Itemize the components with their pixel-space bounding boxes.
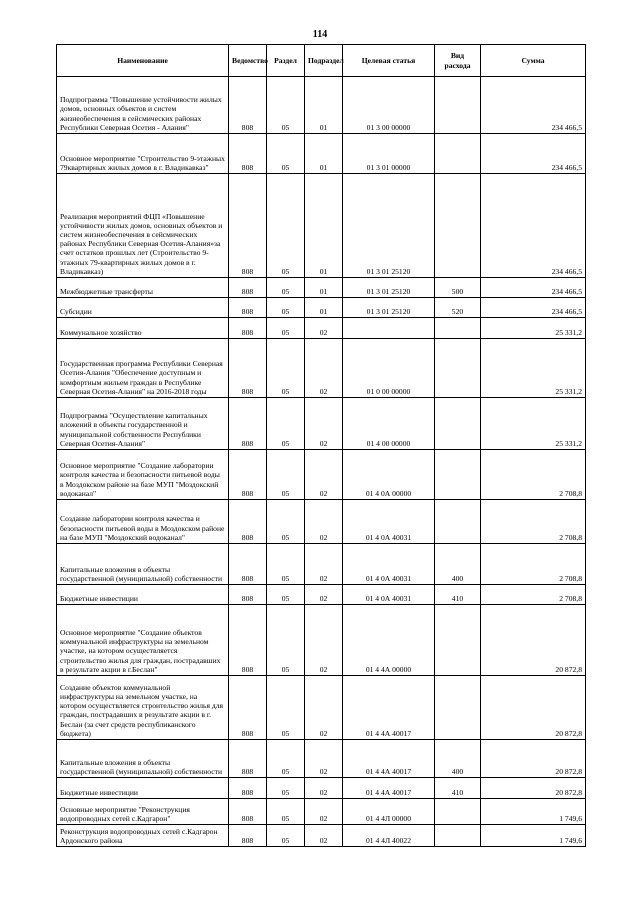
row-name-cell: Капитальные вложения в объекты государственной (муниципальной) собственности <box>57 544 229 585</box>
row-exp-type-cell <box>435 77 481 134</box>
table-row <box>57 278 586 298</box>
col-header-subsection: Подраздел <box>305 45 343 77</box>
row-subsection-cell: 02 <box>305 500 343 544</box>
row-name-cell: Субсидии <box>57 298 229 318</box>
row-section-cell: 05 <box>267 298 305 318</box>
row-subsection-cell: 02 <box>305 740 343 778</box>
row-name-cell: Основные мероприятие "Реконструкция водопроводных сетей с.Кадгарон" <box>57 799 229 825</box>
row-subsection-cell: 01 <box>305 278 343 298</box>
row-exp-type-cell <box>435 500 481 544</box>
row-name-cell: Бюджетные инвестиции <box>57 585 229 605</box>
row-amount-cell: 20 872,8 <box>481 676 586 740</box>
row-dept-cell: 808 <box>229 740 267 778</box>
row-section-cell: 05 <box>267 134 305 174</box>
row-amount-cell: 234 466,5 <box>481 278 586 298</box>
row-subsection-cell: 02 <box>305 450 343 500</box>
row-dept-cell: 808 <box>229 339 267 398</box>
row-subsection-cell: 02 <box>305 799 343 825</box>
row-section-cell: 05 <box>267 500 305 544</box>
row-name-cell: Основное мероприятие "Создание объектов коммунальной инфраструктуры на земельном участке, на котором осуществляется строительство жилья для граждан, пострадавших в результате акции в г.Беслан" <box>57 605 229 676</box>
row-section-cell: 05 <box>267 825 305 847</box>
row-amount-cell: 2 708,8 <box>481 544 586 585</box>
table-row <box>57 544 586 585</box>
row-target-cell: 01 4 0А 00000 <box>343 450 435 500</box>
row-dept-cell: 808 <box>229 174 267 278</box>
row-dept-cell: 808 <box>229 799 267 825</box>
row-target-cell: 01 4 4А 00000 <box>343 605 435 676</box>
row-exp-type-cell <box>435 318 481 339</box>
row-target-cell: 01 4 4А 40017 <box>343 778 435 799</box>
row-section-cell: 05 <box>267 339 305 398</box>
table-row <box>57 605 586 676</box>
row-dept-cell: 808 <box>229 398 267 450</box>
row-name-cell: Бюджетные инвестиции <box>57 778 229 799</box>
row-name-cell: Основное мероприятие "Создание лаборатории контроля качества и безопасности питьевой воды в Моздокском районе на базе МУП "Моздокский водоканал" <box>57 450 229 500</box>
row-section-cell: 05 <box>267 740 305 778</box>
row-amount-cell: 20 872,8 <box>481 605 586 676</box>
table-row <box>57 778 586 799</box>
row-section-cell: 05 <box>267 398 305 450</box>
row-subsection-cell: 02 <box>305 778 343 799</box>
row-exp-type-cell <box>435 398 481 450</box>
row-subsection-cell: 01 <box>305 174 343 278</box>
table-row <box>57 174 586 278</box>
row-name-cell: Капитальные вложения в объекты государственной (муниципальной) собственности <box>57 740 229 778</box>
row-subsection-cell: 02 <box>305 544 343 585</box>
row-subsection-cell: 02 <box>305 585 343 605</box>
table-header-row <box>57 45 586 77</box>
row-dept-cell: 808 <box>229 585 267 605</box>
row-subsection-cell: 02 <box>305 339 343 398</box>
row-exp-type-cell: 520 <box>435 298 481 318</box>
row-subsection-cell: 02 <box>305 318 343 339</box>
row-target-cell: 01 4 4А 40017 <box>343 740 435 778</box>
row-subsection-cell: 02 <box>305 605 343 676</box>
col-header-section: Раздел <box>267 45 305 77</box>
row-target-cell: 01 3 01 25120 <box>343 298 435 318</box>
row-target-cell: 01 4 4Л 40022 <box>343 825 435 847</box>
row-exp-type-cell <box>435 799 481 825</box>
row-amount-cell: 25 331,2 <box>481 398 586 450</box>
row-amount-cell: 25 331,2 <box>481 339 586 398</box>
row-amount-cell: 1 749,6 <box>481 825 586 847</box>
row-exp-type-cell <box>435 605 481 676</box>
row-name-cell: Межбюджетные трансферты <box>57 278 229 298</box>
row-name-cell: Создание лаборатории контроля качества и безопасности питьевой воды в Моздокском районе на базе МУП "Моздокский водоканал" <box>57 500 229 544</box>
table-row <box>57 799 586 825</box>
row-exp-type-cell: 410 <box>435 585 481 605</box>
table-body <box>57 77 586 847</box>
row-subsection-cell: 02 <box>305 398 343 450</box>
table-row <box>57 298 586 318</box>
row-target-cell: 01 3 01 25120 <box>343 278 435 298</box>
table-row <box>57 339 586 398</box>
row-subsection-cell: 01 <box>305 77 343 134</box>
table-row <box>57 676 586 740</box>
row-name-cell: Коммунальное хозяйство <box>57 318 229 339</box>
row-target-cell: 01 3 00 00000 <box>343 77 435 134</box>
row-name-cell: Основное мероприятие "Строительство 9-этажных 79квартирных жилых домов в г. Владикавказ" <box>57 134 229 174</box>
table-row <box>57 77 586 134</box>
row-target-cell: 01 4 4А 40017 <box>343 676 435 740</box>
row-exp-type-cell: 400 <box>435 544 481 585</box>
page-number: 114 <box>312 29 328 40</box>
row-amount-cell: 25 331,2 <box>481 318 586 339</box>
table-row <box>57 134 586 174</box>
row-name-cell: Реконструкция водопроводных сетей с.Кадгарон Ардонского района <box>57 825 229 847</box>
col-header-target: Целевая статья <box>343 45 435 77</box>
row-section-cell: 05 <box>267 77 305 134</box>
row-target-cell: 01 3 01 00000 <box>343 134 435 174</box>
row-amount-cell: 234 466,5 <box>481 298 586 318</box>
row-name-cell: Подпрограмма "Осуществление капитальных вложений в объекты государственной и муниципальной собственности Республики Северная Осетия-Алания" <box>57 398 229 450</box>
row-section-cell: 05 <box>267 318 305 339</box>
row-section-cell: 05 <box>267 450 305 500</box>
row-dept-cell: 808 <box>229 500 267 544</box>
row-amount-cell: 234 466,5 <box>481 77 586 134</box>
row-dept-cell: 808 <box>229 298 267 318</box>
row-dept-cell: 808 <box>229 77 267 134</box>
row-target-cell: 01 3 01 25120 <box>343 174 435 278</box>
row-subsection-cell: 02 <box>305 676 343 740</box>
row-dept-cell: 808 <box>229 278 267 298</box>
row-section-cell: 05 <box>267 676 305 740</box>
row-dept-cell: 808 <box>229 318 267 339</box>
row-exp-type-cell <box>435 134 481 174</box>
row-dept-cell: 808 <box>229 825 267 847</box>
row-amount-cell: 234 466,5 <box>481 174 586 278</box>
col-header-exp-type: Вид расхода <box>435 45 481 77</box>
row-target-cell: 01 0 00 00000 <box>343 339 435 398</box>
row-exp-type-cell <box>435 450 481 500</box>
budget-table <box>56 44 586 847</box>
row-name-cell: Государственная программа Республики Северная Осетия-Алания "Обеспечение доступным и комфортным жильем граждан в Республике Северная Осетия-Алания" на 2016-2018 годы <box>57 339 229 398</box>
row-exp-type-cell: 400 <box>435 740 481 778</box>
row-exp-type-cell <box>435 825 481 847</box>
row-subsection-cell: 01 <box>305 298 343 318</box>
row-amount-cell: 1 749,6 <box>481 799 586 825</box>
row-section-cell: 05 <box>267 278 305 298</box>
col-header-name: Наименование <box>57 45 229 77</box>
row-exp-type-cell <box>435 339 481 398</box>
row-section-cell: 05 <box>267 585 305 605</box>
row-exp-type-cell: 410 <box>435 778 481 799</box>
row-dept-cell: 808 <box>229 605 267 676</box>
row-section-cell: 05 <box>267 799 305 825</box>
table-row <box>57 500 586 544</box>
row-exp-type-cell <box>435 174 481 278</box>
row-amount-cell: 234 466,5 <box>481 134 586 174</box>
col-header-amount: Сумма <box>481 45 586 77</box>
row-dept-cell: 808 <box>229 778 267 799</box>
row-dept-cell: 808 <box>229 450 267 500</box>
row-target-cell: 01 4 0А 40031 <box>343 544 435 585</box>
table-row <box>57 825 586 847</box>
col-header-dept: Ведомство <box>229 45 267 77</box>
table-row <box>57 450 586 500</box>
row-name-cell: Реализация мероприятий ФЦП «Повышение устойчивости жилых домов, основных объектов и систем жизнеобеспечения в сейсмических районах Республики Северная Осетия-Алания»за счет остатков прошлых лет (Строительство 9-этажных 79-квартирных жилых домов в г. Владикавказ) <box>57 174 229 278</box>
row-amount-cell: 20 872,8 <box>481 778 586 799</box>
row-amount-cell: 2 708,8 <box>481 585 586 605</box>
row-section-cell: 05 <box>267 544 305 585</box>
row-target-cell: 01 4 0А 40031 <box>343 585 435 605</box>
row-amount-cell: 2 708,8 <box>481 450 586 500</box>
row-amount-cell: 20 872,8 <box>481 740 586 778</box>
row-dept-cell: 808 <box>229 544 267 585</box>
table-row <box>57 585 586 605</box>
row-exp-type-cell: 500 <box>435 278 481 298</box>
row-target-cell: 01 4 4Л 00000 <box>343 799 435 825</box>
table-row <box>57 318 586 339</box>
row-target-cell: 01 4 0А 40031 <box>343 500 435 544</box>
table-row <box>57 398 586 450</box>
row-name-cell: Подпрограмма "Повышение устойчивости жилых домов, основных объектов и систем жизнеобеспечения в сейсмических районах Республики Северная Осетия - Алания" <box>57 77 229 134</box>
row-subsection-cell: 02 <box>305 825 343 847</box>
row-target-cell: 01 4 00 00000 <box>343 398 435 450</box>
row-name-cell: Создание объектов коммунальной инфраструктуры на земельном участке, на котором осуществляется строительство жилья для граждан, пострадавших в результате акции в г. Беслан (за счет средств республиканского бюджета) <box>57 676 229 740</box>
row-amount-cell: 2 708,8 <box>481 500 586 544</box>
row-section-cell: 05 <box>267 174 305 278</box>
row-subsection-cell: 01 <box>305 134 343 174</box>
table-row <box>57 740 586 778</box>
row-exp-type-cell <box>435 676 481 740</box>
row-dept-cell: 808 <box>229 134 267 174</box>
row-target-cell <box>343 318 435 339</box>
row-section-cell: 05 <box>267 605 305 676</box>
row-section-cell: 05 <box>267 778 305 799</box>
row-dept-cell: 808 <box>229 676 267 740</box>
